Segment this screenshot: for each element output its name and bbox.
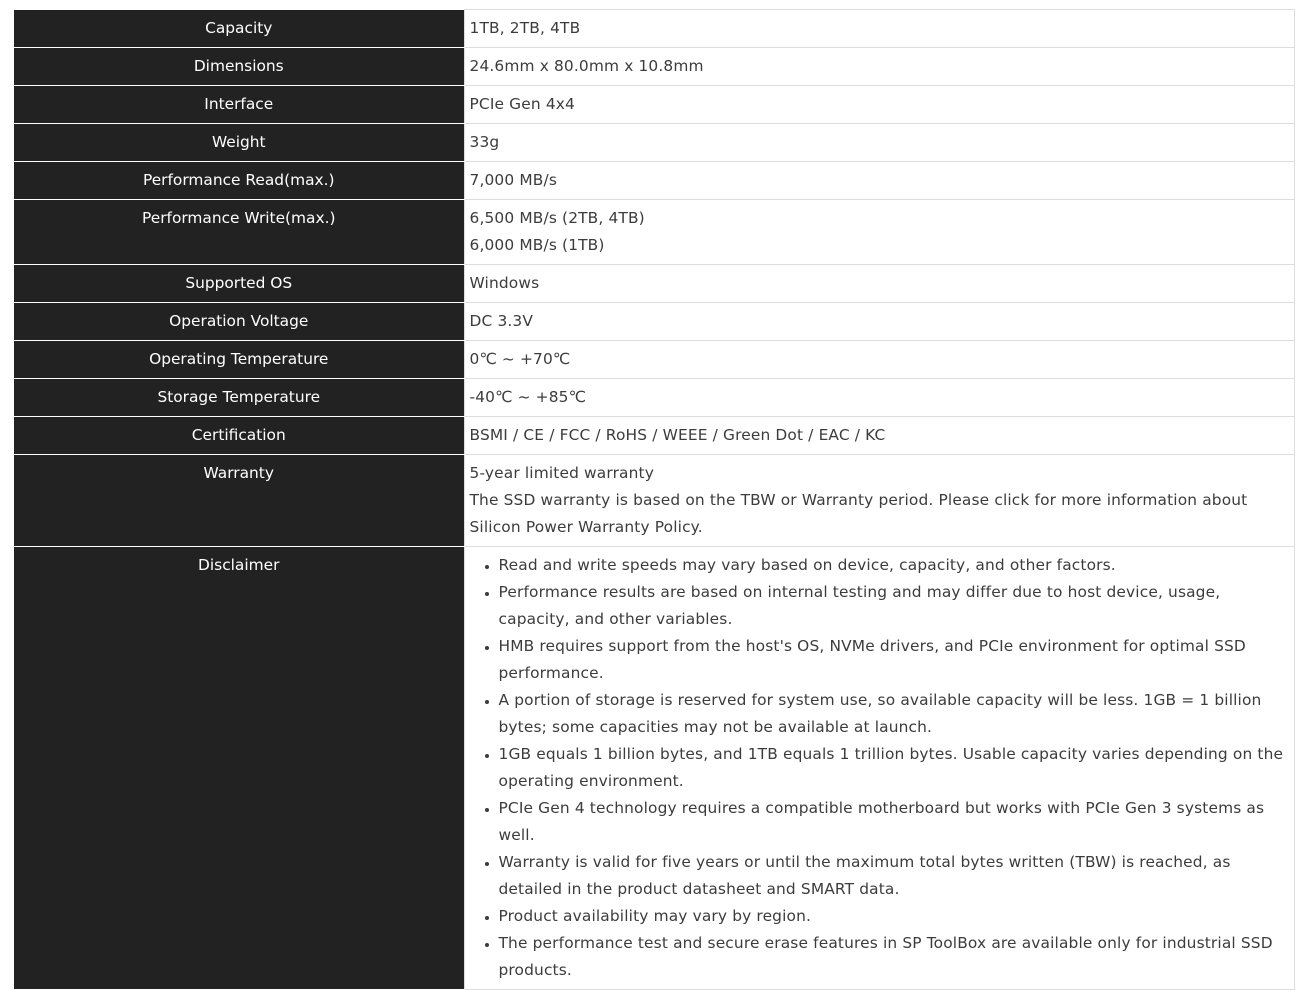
spec-label: Interface [14, 86, 464, 124]
warranty-summary: 5-year limited warranty [469, 464, 654, 482]
spec-value: 24.6mm x 80.0mm x 10.8mm [464, 48, 1294, 86]
spec-value: 1TB, 2TB, 4TB [464, 10, 1294, 48]
spec-value: BSMI / CE / FCC / RoHS / WEEE / Green Dot / EAC / KC [464, 417, 1294, 455]
spec-row-interface [14, 86, 1294, 124]
spec-row-weight [14, 124, 1294, 162]
spec-label: Dimensions [14, 48, 464, 86]
disclaimer-item: • Performance results are based on internal testing and may differ due to host device, usage, capacity, and other variables. [499, 579, 1288, 633]
spec-row-capacity [14, 10, 1294, 48]
spec-value: 0℃ ~ +70℃ [464, 341, 1294, 379]
spec-value: Windows [464, 265, 1294, 303]
spec-label: Weight [14, 124, 464, 162]
spec-value: DC 3.3V [464, 303, 1294, 341]
spec-row-dimensions [14, 48, 1294, 86]
spec-table [14, 9, 1295, 990]
spec-row-write [14, 200, 1294, 265]
spec-row-operating-temperature [14, 341, 1294, 379]
disclaimer-item: • PCIe Gen 4 technology requires a compatible motherboard but works with PCIe Gen 3 systems as well. [499, 795, 1288, 849]
spec-row-os [14, 265, 1294, 303]
spec-value [464, 455, 1294, 547]
spec-row-certification [14, 417, 1294, 455]
disclaimer-item: • The performance test and secure erase features in SP ToolBox are available only for industrial SSD products. [499, 930, 1288, 984]
spec-value [464, 547, 1294, 990]
disclaimer-item: • HMB requires support from the host's OS, NVMe drivers, and PCIe environment for optimal SSD performance. [499, 633, 1288, 687]
spec-label: Capacity [14, 10, 464, 48]
spec-label: Storage Temperature [14, 379, 464, 417]
write-speed-line: 6,500 MB/s (2TB, 4TB) [469, 209, 645, 227]
spec-label: Supported OS [14, 265, 464, 303]
spec-value [464, 200, 1294, 265]
disclaimer-item: • Product availability may vary by region. [499, 903, 1288, 930]
spec-label: Performance Write(max.) [14, 200, 464, 265]
spec-row-warranty [14, 455, 1294, 547]
disclaimer-item: • Warranty is valid for five years or until the maximum total bytes written (TBW) is reached, as detailed in the product datasheet and SMART data. [499, 849, 1288, 903]
spec-row-disclaimer [14, 547, 1294, 990]
spec-label: Disclaimer [14, 547, 464, 990]
spec-row-voltage [14, 303, 1294, 341]
spec-label: Operating Temperature [14, 341, 464, 379]
spec-label: Certification [14, 417, 464, 455]
spec-row-read [14, 162, 1294, 200]
spec-value: 33g [464, 124, 1294, 162]
spec-label: Performance Read(max.) [14, 162, 464, 200]
warranty-policy-text[interactable]: The SSD warranty is based on the TBW or Warranty period. Please click for more information about Silicon Power Warranty Policy. [469, 491, 1248, 536]
spec-value: 7,000 MB/s [464, 162, 1294, 200]
spec-label: Operation Voltage [14, 303, 464, 341]
disclaimer-list [470, 552, 1288, 984]
spec-label: Warranty [14, 455, 464, 547]
spec-row-storage-temperature [14, 379, 1294, 417]
disclaimer-item: • Read and write speeds may vary based on device, capacity, and other factors. [499, 552, 1288, 579]
disclaimer-item: • 1GB equals 1 billion bytes, and 1TB equals 1 trillion bytes. Usable capacity varies depending on the operating environment. [499, 741, 1288, 795]
spec-value: PCIe Gen 4x4 [464, 86, 1294, 124]
spec-value: -40℃ ~ +85℃ [464, 379, 1294, 417]
disclaimer-item: • A portion of storage is reserved for system use, so available capacity will be less. 1GB = 1 billion bytes; some capacities may not be available at launch. [499, 687, 1288, 741]
write-speed-line: 6,000 MB/s (1TB) [469, 236, 605, 254]
